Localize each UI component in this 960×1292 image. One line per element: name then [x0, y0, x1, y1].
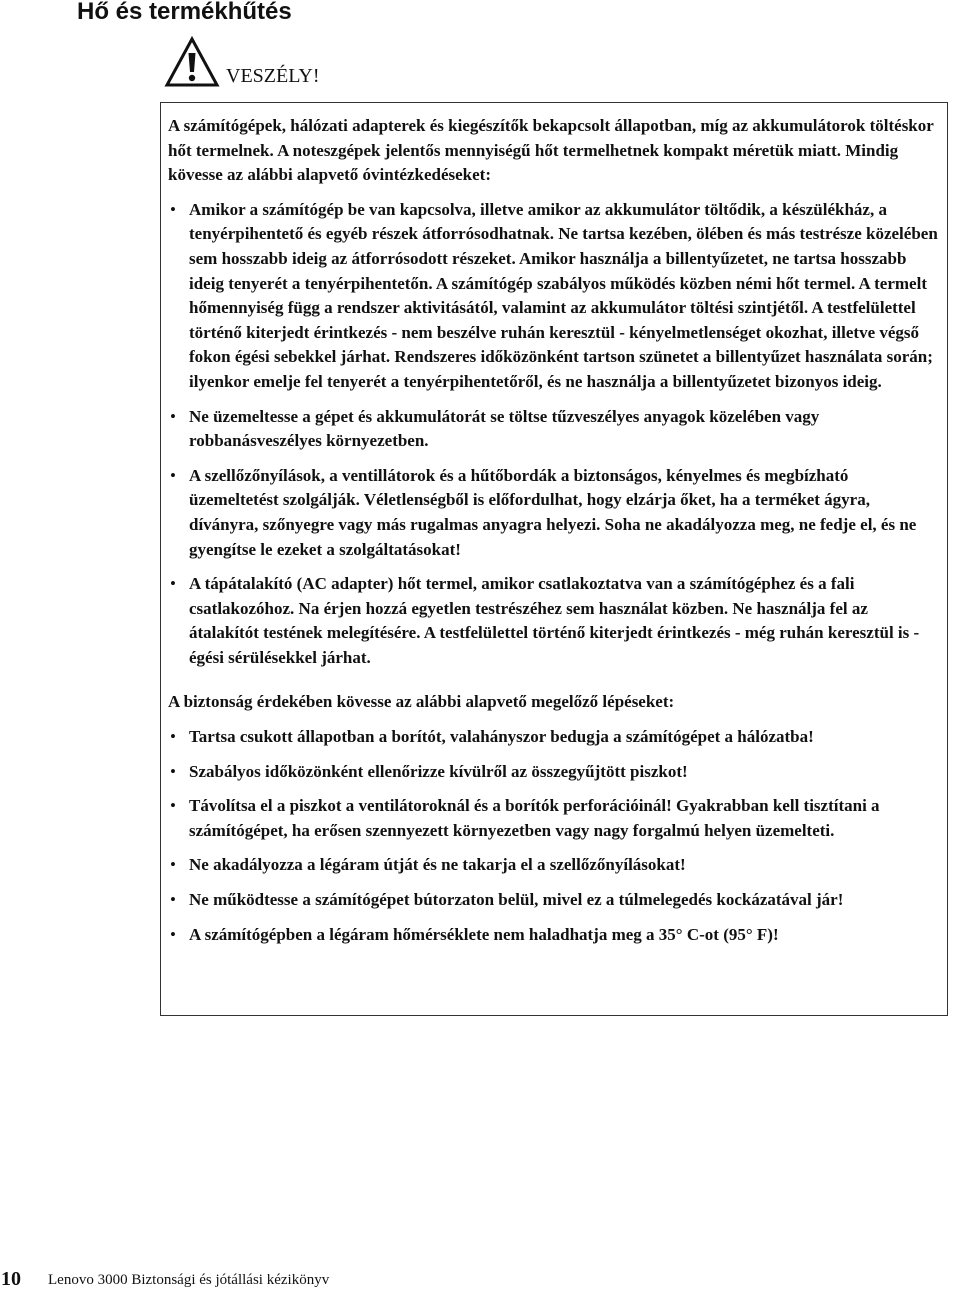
footer-document-title: Lenovo 3000 Biztonsági és jótállási kézikönyv [48, 1272, 330, 1288]
list-item: • Ne üzemeltesse a gépet és akkumulátorát se töltse tűzveszélyes anyagok közelében vagy robbanásveszélyes környezetben. [168, 405, 941, 454]
danger-intro-paragraph: A számítógépek, hálózati adapterek és kiegészítők bekapcsolt állapotban, míg az akkumulátorok töltéskor hőt termelnek. A noteszgépek jelentős mennyiségű hőt termelhetnek kompakt méretük miatt. Mindig kövesse az alábbi alapvető óvintézkedéseket: [168, 116, 934, 185]
page-number: 10 [1, 1268, 21, 1290]
list-item: • A tápátalakító (AC adapter) hőt termel, amikor csatlakoztatva van a számítógéphez és a fali csatlakozóhoz. Na érjen hozzá egyetlen testrészéhez sem használat közben. Ne használja fel az átalakítót testének melegítésére. A testfelülettel történő kiterjedt érintkezés - még ruhán keresztül is - égési sérülésekkel járhat. [168, 572, 941, 670]
page-footer [0, 1266, 960, 1292]
list-item: • Ne működtesse a számítógépet bútorzaton belül, mivel ez a túlmelegedés kockázatával jár! [168, 888, 941, 913]
safety-steps-list [168, 725, 941, 947]
list-item: • Amikor a számítógép be van kapcsolva, illetve amikor az akkumulátor töltődik, a készülékház, a tenyérpihentető és egyéb részek átforrósodhatnak. Ne tartsa kezében, ölében és más testrésze közelében sem hosszabb ideig az átforrósodott részeket. Amikor használja a billentyűzetet, ne tartsa hosszabb ideig tenyerét a tenyérpihentetőn. A számítógép szabályos működés közben némi hőt termel. A termelt hőmennyiség függ a rendszer aktivitásától, valamint az akkumulátor töltési szintjétől. A testfelülettel történő kiterjedt érintkezés - nem beszélve ruhán keresztül - kényelmetlenséget okozhat, illetve végső fokon égési sebekkel járhat. Rendszeres időközönként tartson szünetet a billentyűzet használata során; ilyenkor emelje fel tenyerét a tenyérpihentetőről, és ne használja a billentyűzetet bizonyos ideig. [168, 198, 941, 395]
list-item: • Szabályos időközönként ellenőrizze kívülről az összegyűjtött piszkot! [168, 760, 941, 785]
precaution-list [168, 198, 941, 671]
list-item: • A számítógépben a légáram hőmérséklete nem haladhatja meg a 35° C-ot (95° F)! [168, 923, 941, 948]
danger-notice-header [164, 36, 564, 90]
list-item: • Távolítsa el a piszkot a ventilátoroknál és a borítók perforációinál! Gyakrabban kell tisztítani a számítógépet, ha erősen szennyezett környezetben vagy nagy forgalmú helyen üzemelteti. [168, 794, 941, 843]
list-item: • A szellőzőnyílások, a ventillátorok és a hűtőbordák a biztonságos, kényelmes és megbízható üzemeltetést szolgálják. Véletlenségből is előfordulhat, hogy elzárja őket, ha a terméket ágyra, díványra, szőnyegre vagy más rugalmas anyagra helyezi. Soha ne akadályozza meg, ne fedje el, és ne gyengítse le ezeket a szolgáltatásokat! [168, 464, 941, 562]
warning-triangle-icon [164, 36, 220, 88]
danger-label: VESZÉLY! [226, 65, 320, 87]
safety-intro-paragraph: A biztonság érdekében kövesse az alábbi alapvető megelőző lépéseket: [168, 692, 675, 712]
danger-notice-box [160, 102, 948, 1016]
list-item: • Ne akadályozza a légáram útját és ne takarja el a szellőzőnyílásokat! [168, 853, 941, 878]
page-title: Hő és termékhűtés [77, 0, 292, 25]
list-item: • Tartsa csukott állapotban a borítót, valahányszor bedugja a számítógépet a hálózatba! [168, 725, 941, 750]
